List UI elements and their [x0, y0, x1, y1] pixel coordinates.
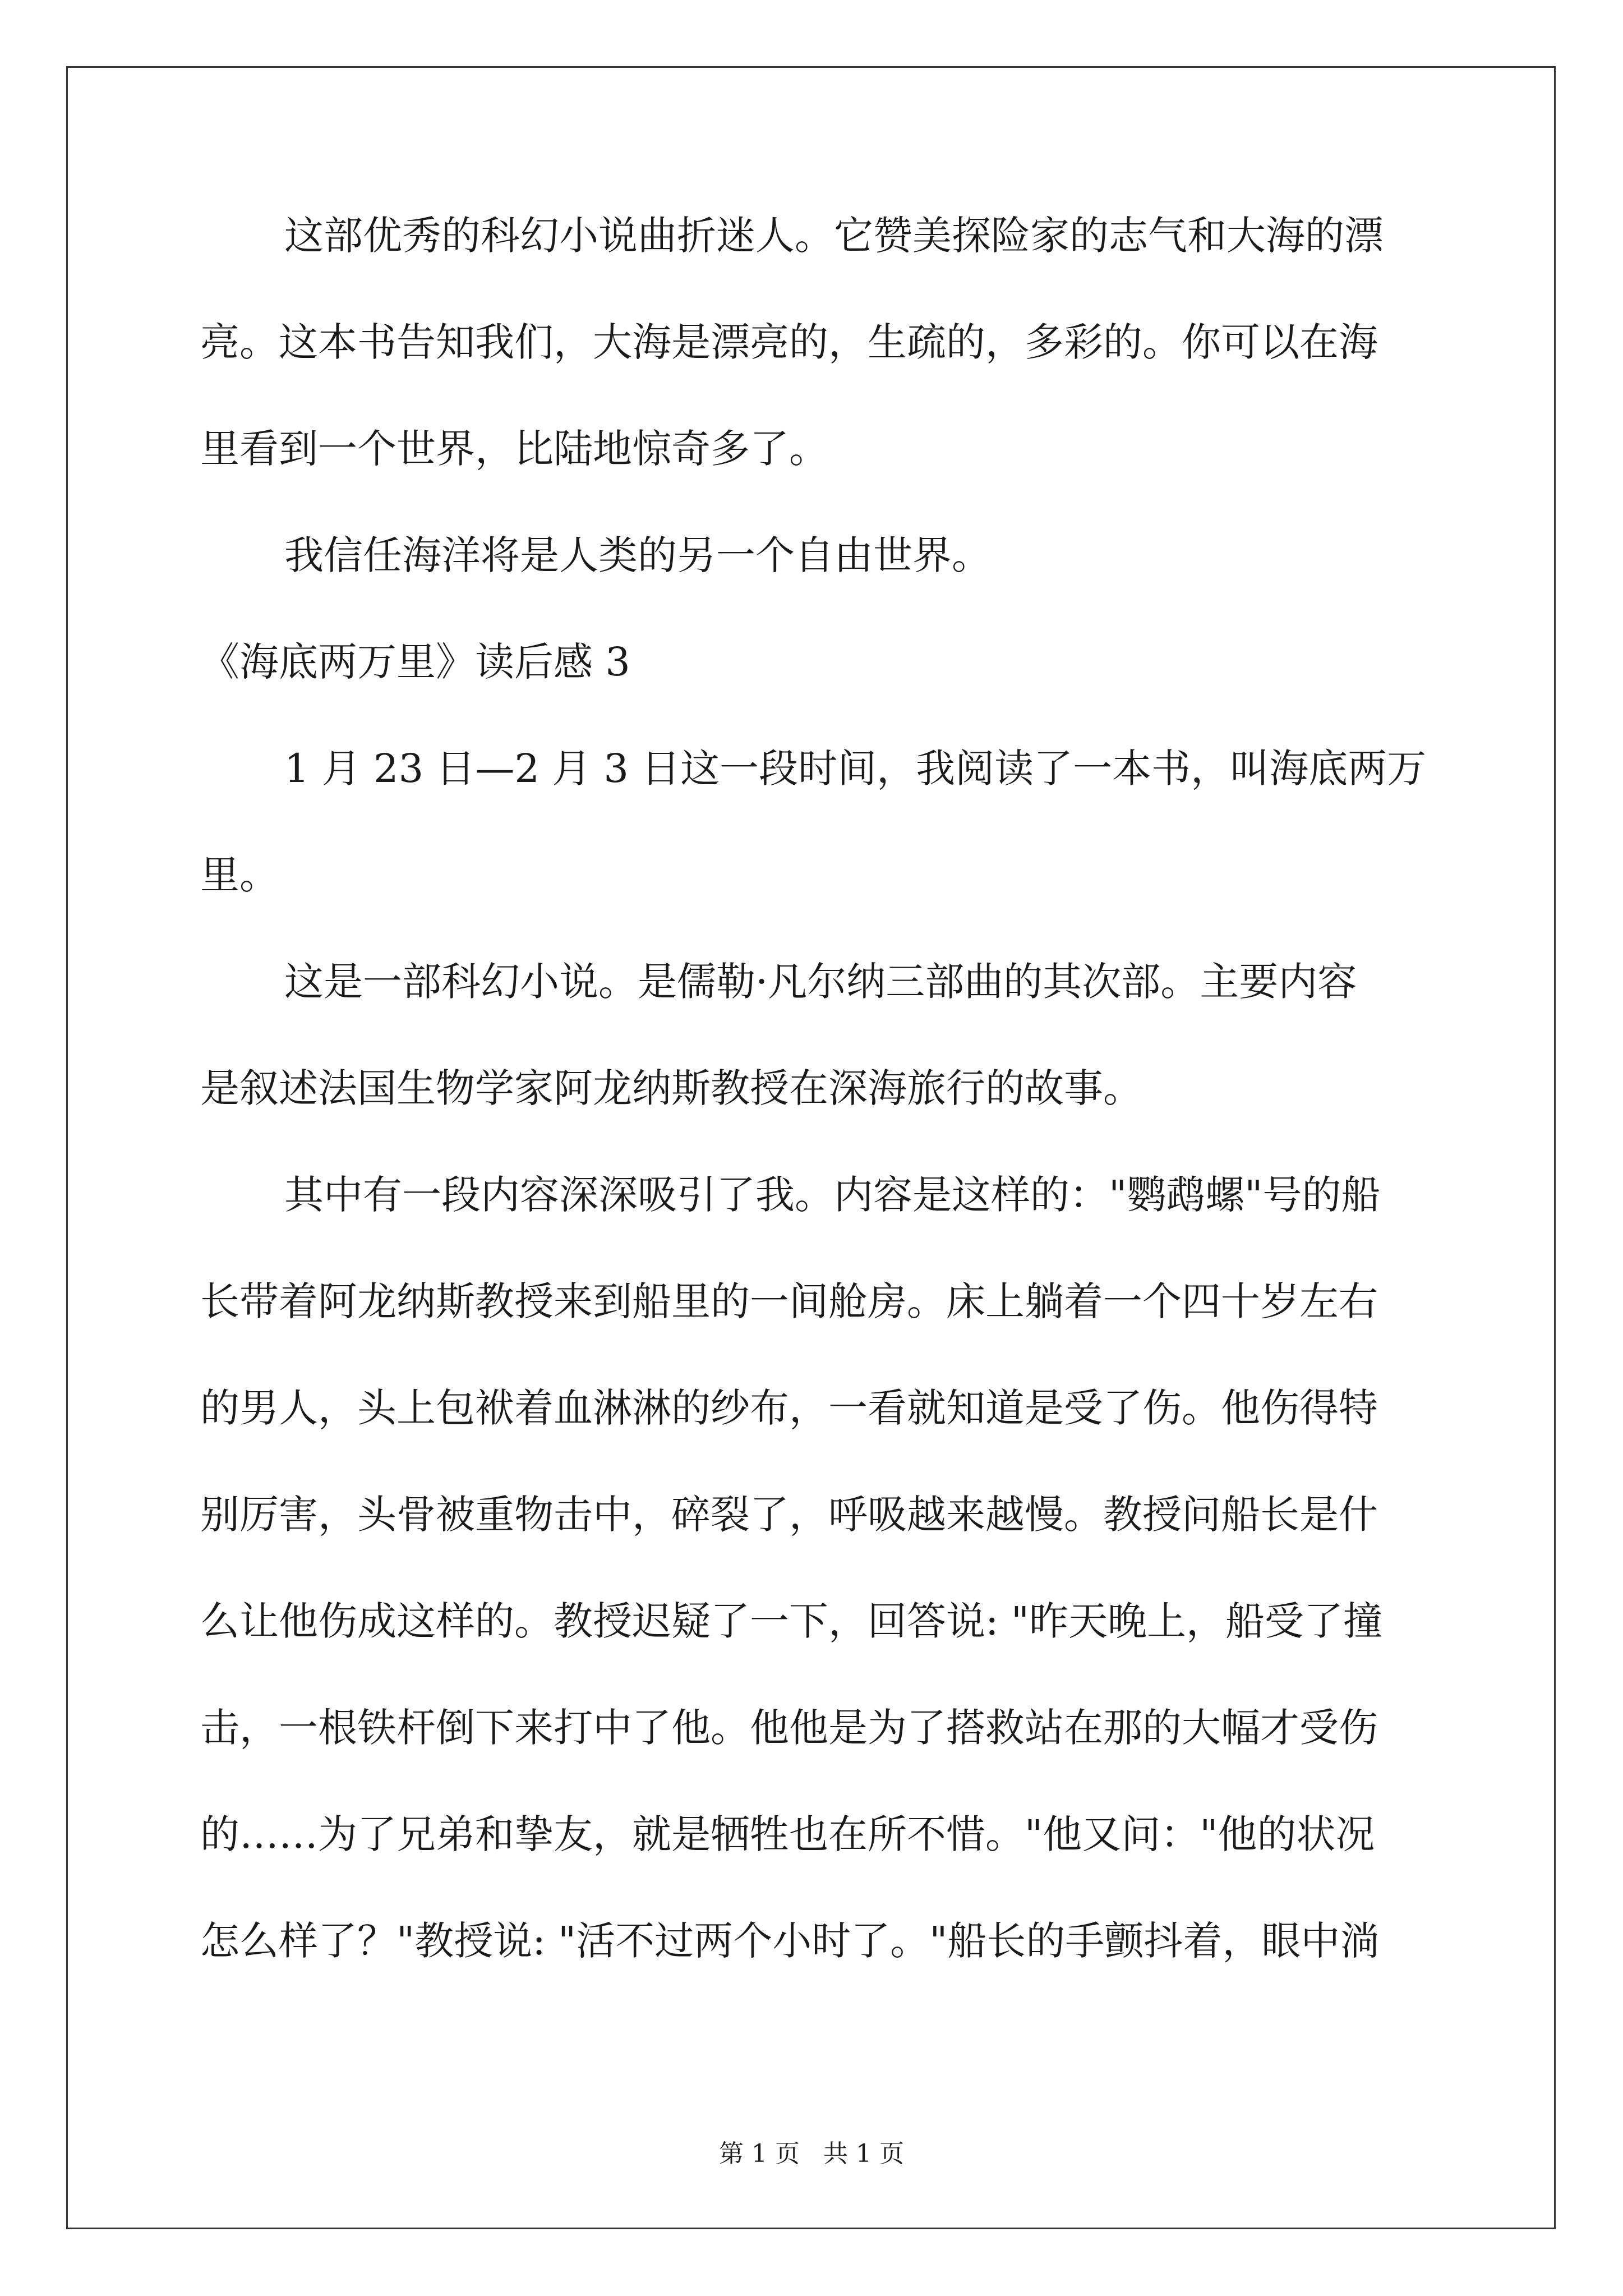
paragraph-line: 里。 [200, 852, 279, 898]
paragraph-line: 的男人，头上包袱着血淋淋的纱布，一看就知道是受了伤。他伤得特 [200, 1385, 1378, 1431]
page-border [66, 66, 1556, 2229]
paragraph-line: 别厉害，头骨被重物击中，碎裂了，呼吸越来越慢。教授问船长是什 [200, 1492, 1378, 1538]
section-heading: 《海底两万里》读后感 3 [200, 639, 630, 685]
paragraph-line: 长带着阿龙纳斯教授来到船里的一间舱房。床上躺着一个四十岁左右 [200, 1278, 1378, 1324]
paragraph-line: 1 月 23 日—2 月 3 日这一段时间，我阅读了一本书，叫海底两万 [284, 746, 1427, 792]
page-number: 第 1 页 [719, 2139, 800, 2168]
paragraph-line: 我信任海洋将是人类的另一个自由世界。 [284, 532, 991, 578]
page-total: 共 1 页 [823, 2139, 904, 2168]
paragraph-line: 这部优秀的科幻小说曲折迷人。它赞美探险家的志气和大海的漂 [284, 213, 1384, 259]
paragraph-line: 这是一部科幻小说。是儒勒·凡尔纳三部曲的其次部。主要内容 [284, 959, 1357, 1005]
paragraph-line: 亮。这本书告知我们，大海是漂亮的，生疏的，多彩的。你可以在海 [200, 319, 1378, 365]
paragraph-line: 击，一根铁杆倒下来打中了他。他他是为了搭救站在那的大幅才受伤 [200, 1705, 1378, 1751]
paragraph-line: 怎么样了？"教授说: "活不过两个小时了。"船长的手颤抖着，眼中淌 [200, 1918, 1380, 1964]
paragraph-line: 其中有一段内容深深吸引了我。内容是这样的："鹦鹉螺"号的船 [284, 1172, 1381, 1218]
paragraph-line: 的……为了兄弟和挚友，就是牺牲也在所不惜。"他又问："他的状况 [200, 1811, 1375, 1857]
paragraph-line: 是叙述法国生物学家阿龙纳斯教授在深海旅行的故事。 [200, 1065, 1142, 1111]
paragraph-line: 么让他伤成这样的。教授迟疑了一下，回答说: "昨天晚上，船受了撞 [200, 1598, 1383, 1644]
page-footer [0, 2137, 1623, 2171]
paragraph-line: 里看到一个世界，比陆地惊奇多了。 [200, 426, 828, 472]
